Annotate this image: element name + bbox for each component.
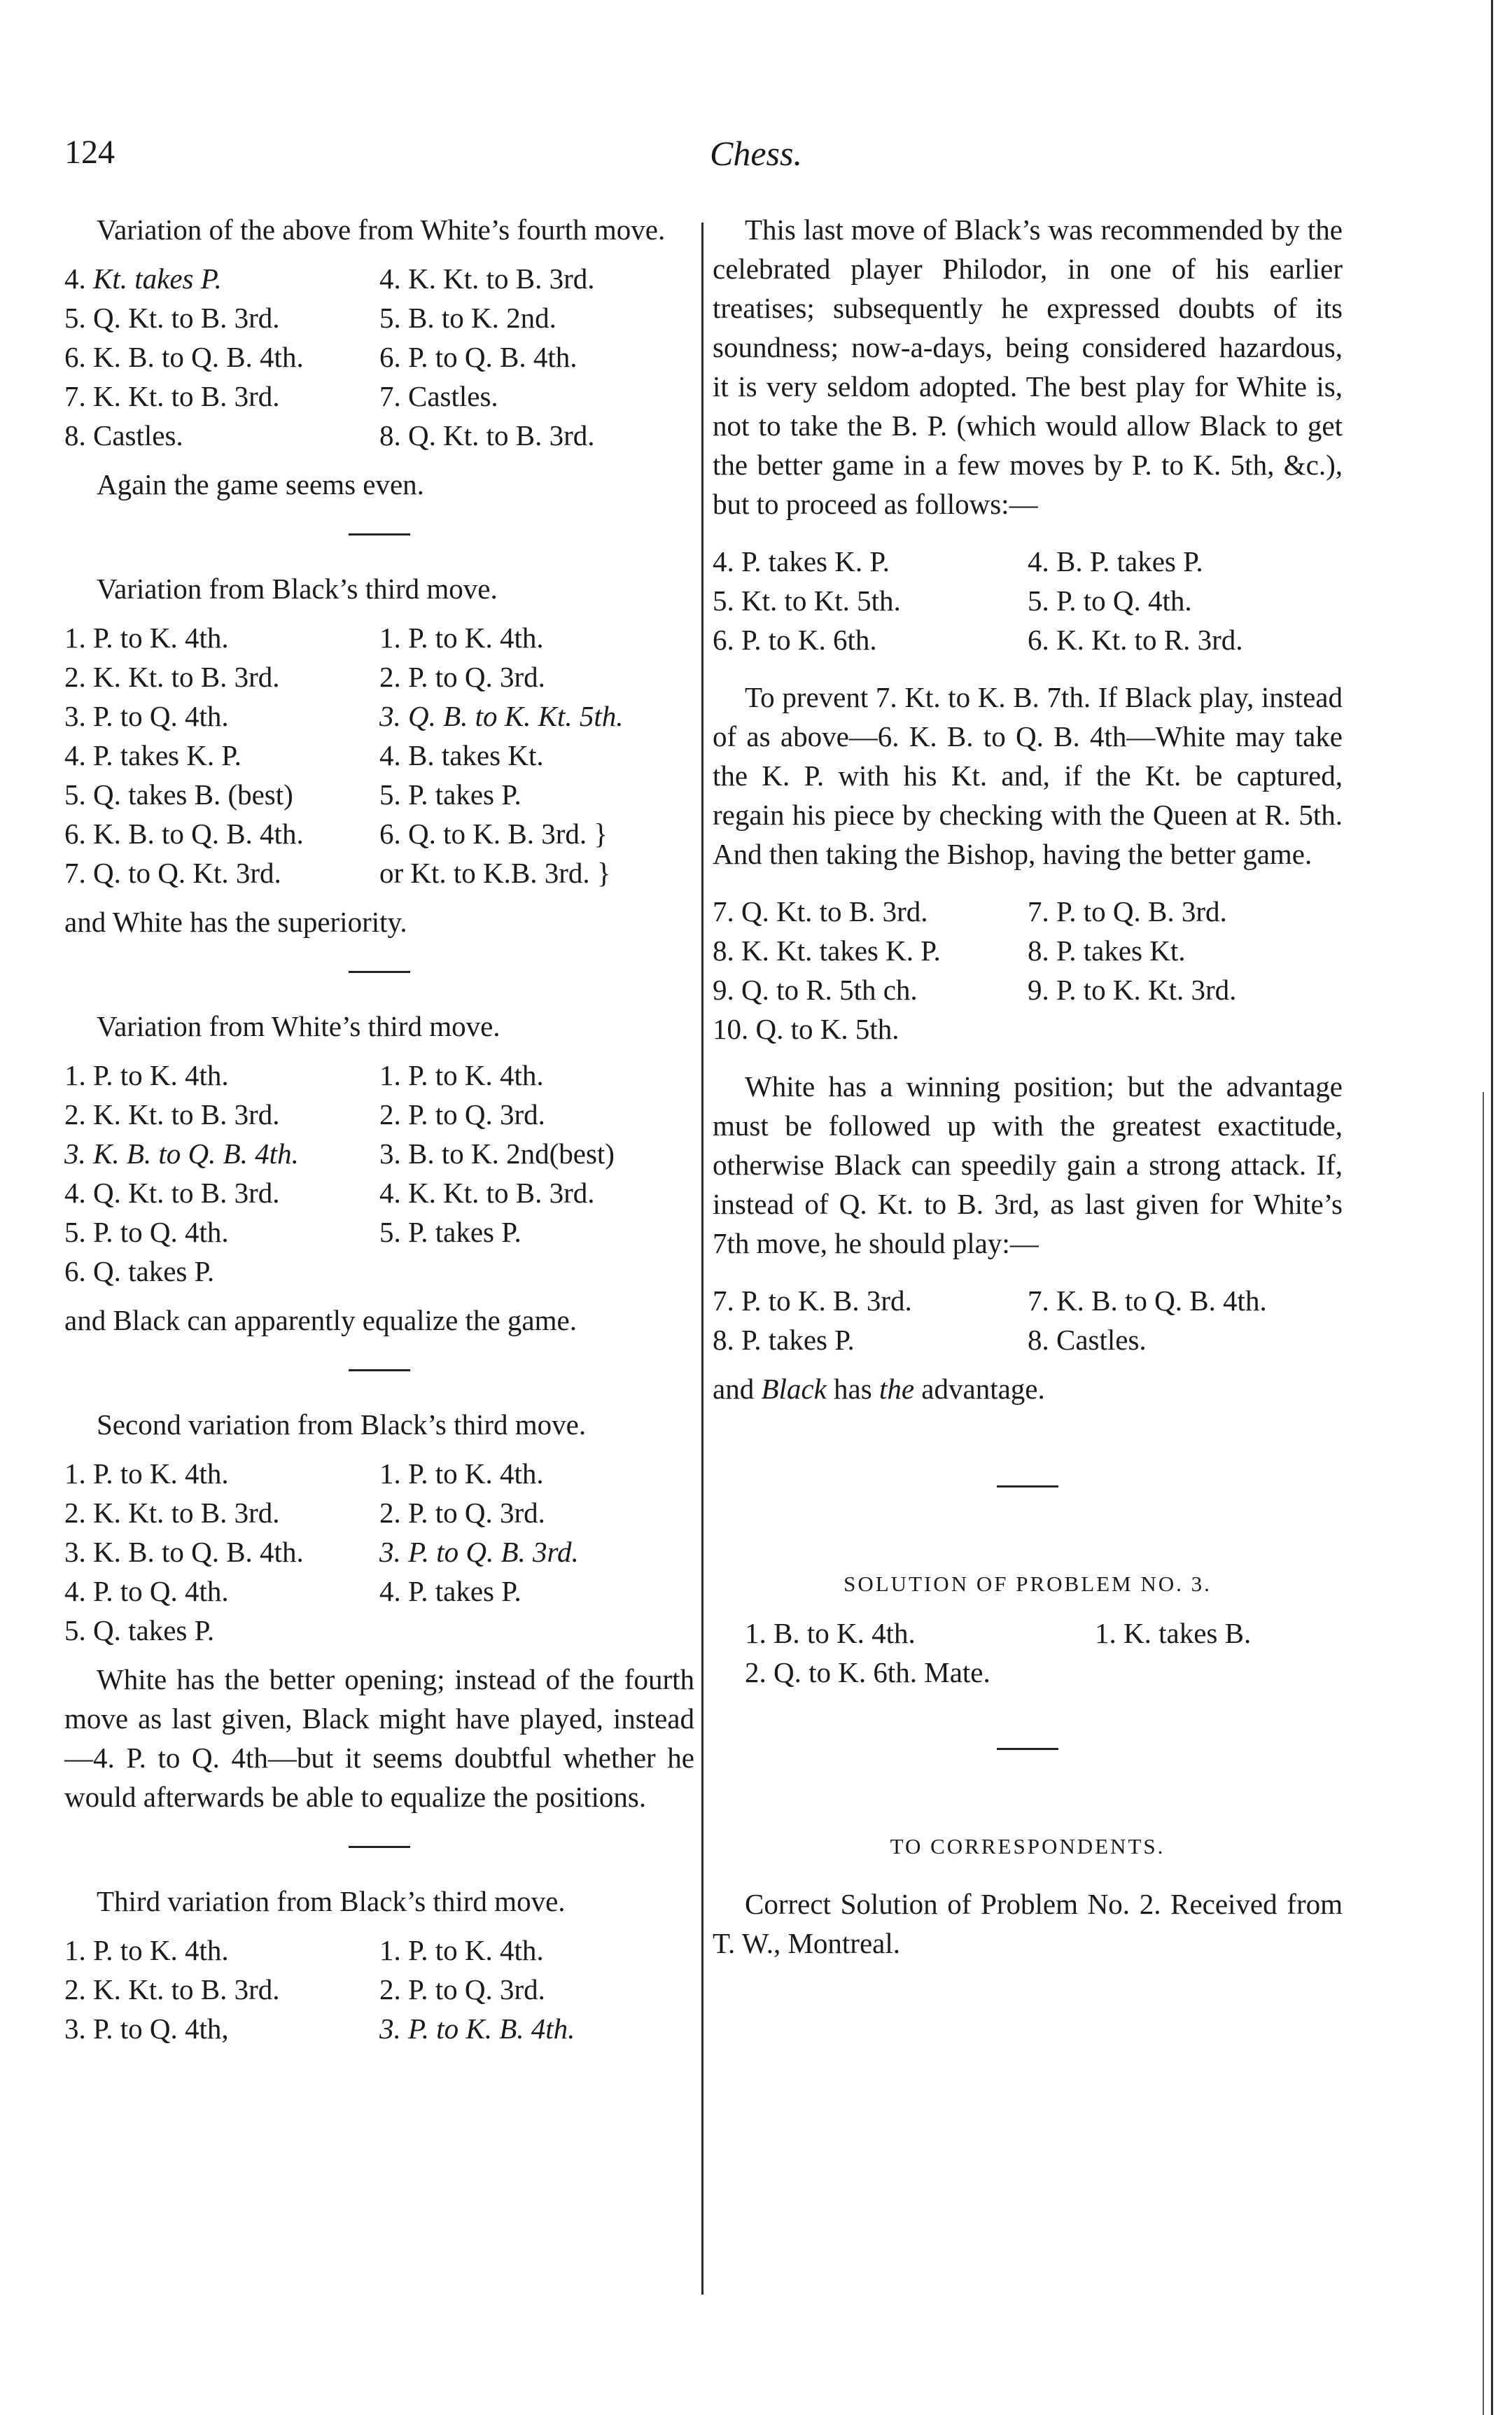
black-move: 9. P. to K. Kt. 3rd.	[1028, 974, 1237, 1006]
move-table	[64, 1454, 694, 1650]
correspondents-text: Correct Solution of Problem No. 2. Received from T. W., Montreal.	[713, 1888, 1343, 1959]
black-move	[1095, 1653, 1347, 1692]
white-move: 2. Q. to K. 6th. Mate.	[745, 1656, 990, 1688]
black-move: 1. P. to K. 4th.	[379, 1457, 544, 1490]
black-move: 4. K. Kt. to B. 3rd.	[379, 1177, 595, 1209]
move-table	[713, 892, 1343, 1049]
white-move: 2. K. Kt. to B. 3rd.	[64, 1973, 280, 2005]
column-divider	[701, 223, 704, 2295]
black-move: 8. Castles.	[1028, 1324, 1147, 1356]
variation-note: White has the better opening; instead of the fourth move as last given, Black might have played, instead—4. P. to Q. 4th—but it seems doubtful whether he would afterwards be able to equalize the positions.	[64, 1663, 694, 1813]
white-move: 4. P. takes K. P.	[713, 545, 890, 578]
variation-heading: Variation of the above from White’s fourth move.	[97, 214, 666, 246]
white-move: 2. K. Kt. to B. 3rd.	[64, 1497, 280, 1529]
black-move: 4. B. P. takes P.	[1028, 545, 1203, 578]
white-move: 5. Q. Kt. to B. 3rd.	[64, 302, 280, 334]
white-move: 8. K. Kt. takes K. P.	[713, 934, 941, 967]
white-move: 8. P. takes P.	[713, 1324, 855, 1356]
black-move: 3. Q. B. to K. Kt. 5th.	[379, 700, 624, 732]
black-move: 1. P. to K. 4th.	[379, 622, 544, 654]
move-table	[713, 542, 1343, 659]
white-move: 5. Q. takes P.	[64, 1614, 215, 1646]
black-move: 3. B. to K. 2nd(best)	[379, 1138, 615, 1170]
variation-note: and White has the superiority.	[64, 906, 407, 938]
white-move: 10. Q. to K. 5th.	[713, 1013, 899, 1045]
white-move: 5. Q. takes B. (best)	[64, 778, 293, 811]
black-move: 7. P. to Q. B. 3rd.	[1028, 895, 1227, 927]
move-table	[745, 1614, 1343, 1692]
white-move: 3. K. B. to Q. B. 4th.	[64, 1138, 299, 1170]
white-move: 7. K. Kt. to B. 3rd.	[64, 380, 280, 412]
white-move: 1. P. to K. 4th.	[64, 1934, 229, 1966]
white-move: 3. P. to Q. 4th,	[64, 2012, 229, 2045]
move-table	[64, 618, 694, 892]
black-move: 2. P. to Q. 3rd.	[379, 1973, 545, 2005]
white-move: 8. Castles.	[64, 419, 183, 451]
move-table	[64, 1931, 694, 2048]
black-move: 3. P. to K. B. 4th.	[379, 2012, 575, 2045]
white-move: 3. P. to Q. 4th.	[64, 700, 229, 732]
white-move: 7. Q. Kt. to B. 3rd.	[713, 895, 928, 927]
black-move: 7. K. B. to Q. B. 4th.	[1028, 1284, 1267, 1317]
black-move: 1. P. to K. 4th.	[379, 1059, 544, 1091]
white-move: 2. K. Kt. to B. 3rd.	[64, 1098, 280, 1130]
black-move	[379, 1611, 694, 1650]
black-move: 1. P. to K. 4th.	[379, 1934, 544, 1966]
variation-heading: Variation from White’s third move.	[97, 1010, 500, 1042]
page-number: 124	[64, 134, 115, 171]
section-rule	[349, 1369, 410, 1371]
black-move: 8. P. takes Kt.	[1028, 934, 1186, 967]
white-move: 5. Kt. to Kt. 5th.	[713, 584, 901, 617]
correspondents-heading: TO CORRESPONDENTS.	[890, 1834, 1166, 1858]
white-move: 7. P. to K. B. 3rd.	[713, 1284, 912, 1317]
variation-heading: Variation from Black’s third move.	[97, 573, 498, 605]
page-edge-line-inner	[1483, 1092, 1484, 2415]
move-table	[64, 259, 694, 455]
white-move: 6. K. B. to Q. B. 4th.	[64, 341, 304, 373]
black-move: 4. K. Kt. to B. 3rd.	[379, 262, 595, 295]
black-move: 6. K. Kt. to R. 3rd.	[1028, 624, 1243, 656]
black-move	[379, 1252, 694, 1291]
black-move: 4. P. takes P.	[379, 1575, 522, 1607]
left-column	[64, 210, 694, 2048]
right-column	[713, 210, 1343, 1963]
variation-heading: Second variation from Black’s third move.	[97, 1408, 587, 1441]
white-move: 9. Q. to R. 5th ch.	[713, 974, 918, 1006]
section-rule	[997, 1485, 1058, 1488]
black-move: 5. B. to K. 2nd.	[379, 302, 556, 334]
black-move: 2. P. to Q. 3rd.	[379, 1497, 545, 1529]
white-move: 1. P. to K. 4th.	[64, 1457, 229, 1490]
running-title: Chess.	[710, 134, 802, 173]
black-move: or Kt. to K.B. 3rd. }	[379, 857, 611, 889]
white-move: 4. P. takes K. P.	[64, 739, 241, 771]
section-rule	[349, 971, 410, 973]
white-move: 3. K. B. to Q. B. 4th.	[64, 1536, 304, 1568]
section-rule	[349, 1846, 410, 1848]
move-table	[64, 1056, 694, 1291]
commentary-paragraph: White has a winning position; but the advantage must be followed up with the greatest exactitude, otherwise Black can speedily gain a strong attack. If, instead of Q. Kt. to B. 3rd, as last given for White’s 7th move, he should play:—	[713, 1070, 1343, 1259]
white-move: 7. Q. to Q. Kt. 3rd.	[64, 857, 281, 889]
commentary-paragraph: This last move of Black’s was recommended by the celebrated player Philodor, in one of his earlier treatises; subsequently he expressed doubts of its soundness; now-a-days, being considered hazardous, it is very seldom adopted. The best play for White is, not to take the B. P. (which would allow Black to get the better game in a few moves by P. to K. 5th, &c.), but to proceed as follows:—	[713, 214, 1343, 520]
white-move: 5. P. to Q. 4th.	[64, 1216, 229, 1248]
variation-heading: Third variation from Black’s third move.	[97, 1885, 566, 1917]
commentary-paragraph: and Black has the advantage.	[713, 1373, 1045, 1405]
page-edge-line	[1491, 0, 1493, 2415]
white-move: 4. P. to Q. 4th.	[64, 1575, 229, 1607]
variation-note: Again the game seems even.	[97, 468, 424, 500]
variation-note: and Black can apparently equalize the game.	[64, 1304, 577, 1336]
white-move: 4. Kt. takes P.	[64, 262, 222, 295]
solution-heading: SOLUTION OF PROBLEM NO. 3.	[844, 1572, 1212, 1596]
white-move: 6. P. to K. 6th.	[713, 624, 877, 656]
black-move: 5. P. takes P.	[379, 1216, 522, 1248]
section-rule	[997, 1748, 1058, 1750]
white-move: 4. Q. Kt. to B. 3rd.	[64, 1177, 280, 1209]
commentary-paragraph: To prevent 7. Kt. to K. B. 7th. If Black play, instead of as above—6. K. B. to Q. B. 4th—White may take the K. P. with his Kt. and, if the Kt. be captured, regain his piece by checking with the Queen at R. 5th. And then taking the Bishop, having the better game.	[713, 681, 1343, 870]
black-move: 2. P. to Q. 3rd.	[379, 1098, 545, 1130]
black-move: 6. P. to Q. B. 4th.	[379, 341, 578, 373]
white-move: 1. P. to K. 4th.	[64, 622, 229, 654]
section-rule	[349, 533, 410, 536]
black-move: 8. Q. Kt. to B. 3rd.	[379, 419, 595, 451]
black-move: 4. B. takes Kt.	[379, 739, 544, 771]
black-move	[1028, 1009, 1343, 1049]
black-move: 5. P. takes P.	[379, 778, 522, 811]
white-move: 6. Q. takes P.	[64, 1255, 215, 1287]
white-move: 1. B. to K. 4th.	[745, 1617, 916, 1649]
white-move: 2. K. Kt. to B. 3rd.	[64, 661, 280, 693]
black-move: 7. Castles.	[379, 380, 498, 412]
black-move: 5. P. to Q. 4th.	[1028, 584, 1192, 617]
black-move: 3. P. to Q. B. 3rd.	[379, 1536, 579, 1568]
move-table	[713, 1281, 1343, 1359]
black-move: 6. Q. to K. B. 3rd. }	[379, 818, 608, 850]
white-move: 6. K. B. to Q. B. 4th.	[64, 818, 304, 850]
black-move: 2. P. to Q. 3rd.	[379, 661, 545, 693]
black-move: 1. K. takes B.	[1095, 1617, 1252, 1649]
white-move: 1. P. to K. 4th.	[64, 1059, 229, 1091]
